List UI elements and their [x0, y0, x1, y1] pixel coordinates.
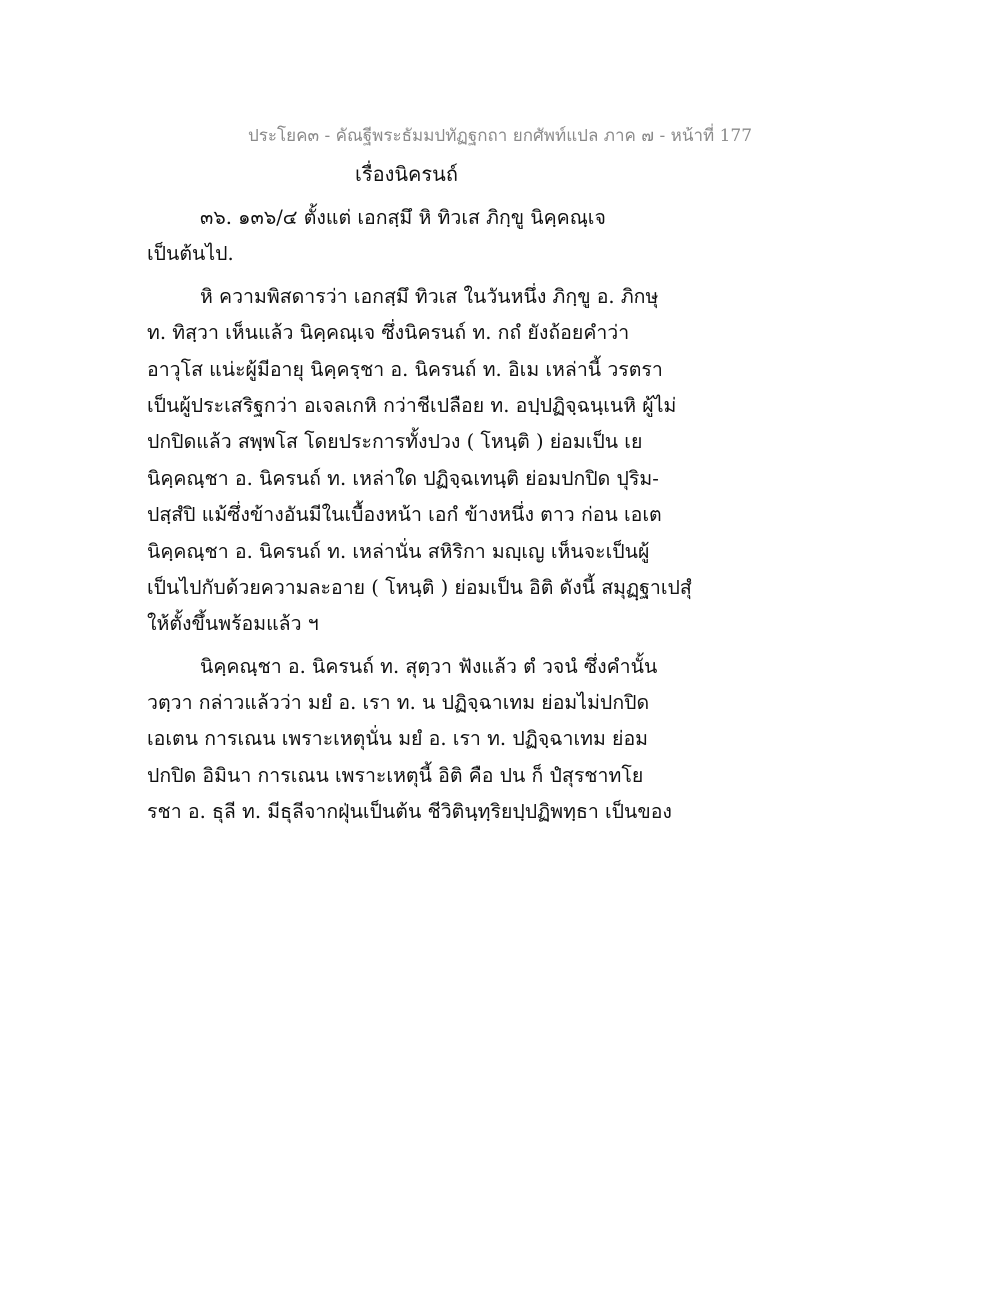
- running-header-text: ประโยค๓ - คัณฐีพระธัมมปทัฏฐกถา ยกศัพท์แปล ภาค ๗ - หน้าที่ 177: [247, 126, 753, 146]
- paragraph-3-line-4: ปกปิด อิมินา การเณน เพราะเหตุนี้ อิติ คือ ปน ก็ ปํสุรชาทโย: [147, 763, 644, 787]
- story-title: เรื่องนิครนถ์: [355, 162, 458, 186]
- paragraph-3-line-1: นิคฺคณฺชา อ. นิครนถ์ ท. สุตฺวา ฟังแล้ว ตํ วจนํ ซึ่งคำนั้น: [200, 654, 658, 678]
- paragraph-2-line-5: ปกปิดแล้ว สพฺพโส โดยประการทั้งปวง ( โหนฺติ ) ย่อมเป็น เย: [147, 430, 643, 454]
- paragraph-2-line-1: หิ ความพิสดารว่า เอกสฺมึ ทิวเส ในวันหนึ่ง ภิกฺขู อ. ภิกษุ: [200, 284, 659, 308]
- paragraph-2-line-10: ให้ตั้งขึ้นพร้อมแล้ว ฯ: [147, 612, 319, 636]
- paragraph-3-line-5: รชา อ. ธุลี ท. มีธุลีจากฝุ่นเป็นต้น ชีวิตินฺทฺริยปฺปฏิพทฺธา เป็นของ: [147, 800, 672, 824]
- paragraph-2-line-7: ปสฺสํปิ แม้ซึ่งข้างอันมีในเบื้องหน้า เอกํ ข้างหนึ่ง ตาว ก่อน เอเต: [147, 503, 662, 527]
- paragraph-2-line-2: ท. ทิสฺวา เห็นแล้ว นิคฺคณฺเจ ซึ่งนิครนถ์ ท. กถํ ยังถ้อยคำว่า: [147, 321, 630, 345]
- paragraph-1-line-1: ๓๖. ๑๓๖/๔ ตั้งแต่ เอกสฺมึ หิ ทิวเส ภิกฺขู นิคฺคณฺเจ: [200, 206, 606, 229]
- paragraph-1-line-2: เป็นต้นไป.: [147, 242, 234, 266]
- paragraph-2-line-3: อาวุโส แน่ะผู้มีอายุ นิคฺครฺชา อ. นิครนถ์ ท. อิเม เหล่านี้ วรตรา: [147, 357, 663, 381]
- paragraph-3-line-3: เอเตน การเณน เพราะเหตุนั่น มยํ อ. เรา ท. ปฏิจฺฉาเทม ย่อม: [147, 727, 649, 751]
- paragraph-2-line-8: นิคฺคณฺชา อ. นิครนถ์ ท. เหล่านั่น สหิริกา มญฺเญ เห็นจะเป็นผู้: [147, 539, 650, 563]
- body-text: [147, 200, 847, 831]
- paragraph-2-line-6: นิคฺคณฺชา อ. นิครนถ์ ท. เหล่าใด ปฏิจฺฉเทนฺติ ย่อมปกปิด ปุริม-: [147, 466, 659, 490]
- running-header: [0, 122, 1000, 149]
- paragraph-3-line-2: วตฺวา กล่าวแล้วว่า มยํ อ. เรา ท. น ปฏิจฺฉาเทม ย่อมไม่ปกปิด: [147, 691, 650, 715]
- paragraph-2-line-9: เป็นไปกับด้วยความละอาย ( โหนฺติ ) ย่อมเป็น อิติ ดังนี้ สมุฏฺฐาเปสุํ: [147, 575, 692, 599]
- paragraph-2-line-4: เป็นผู้ประเสริฐกว่า อเจลเกหิ กว่าชีเปลือย ท. อปฺปฏิจฺฉนฺเนหิ ผู้ไม่: [147, 393, 677, 417]
